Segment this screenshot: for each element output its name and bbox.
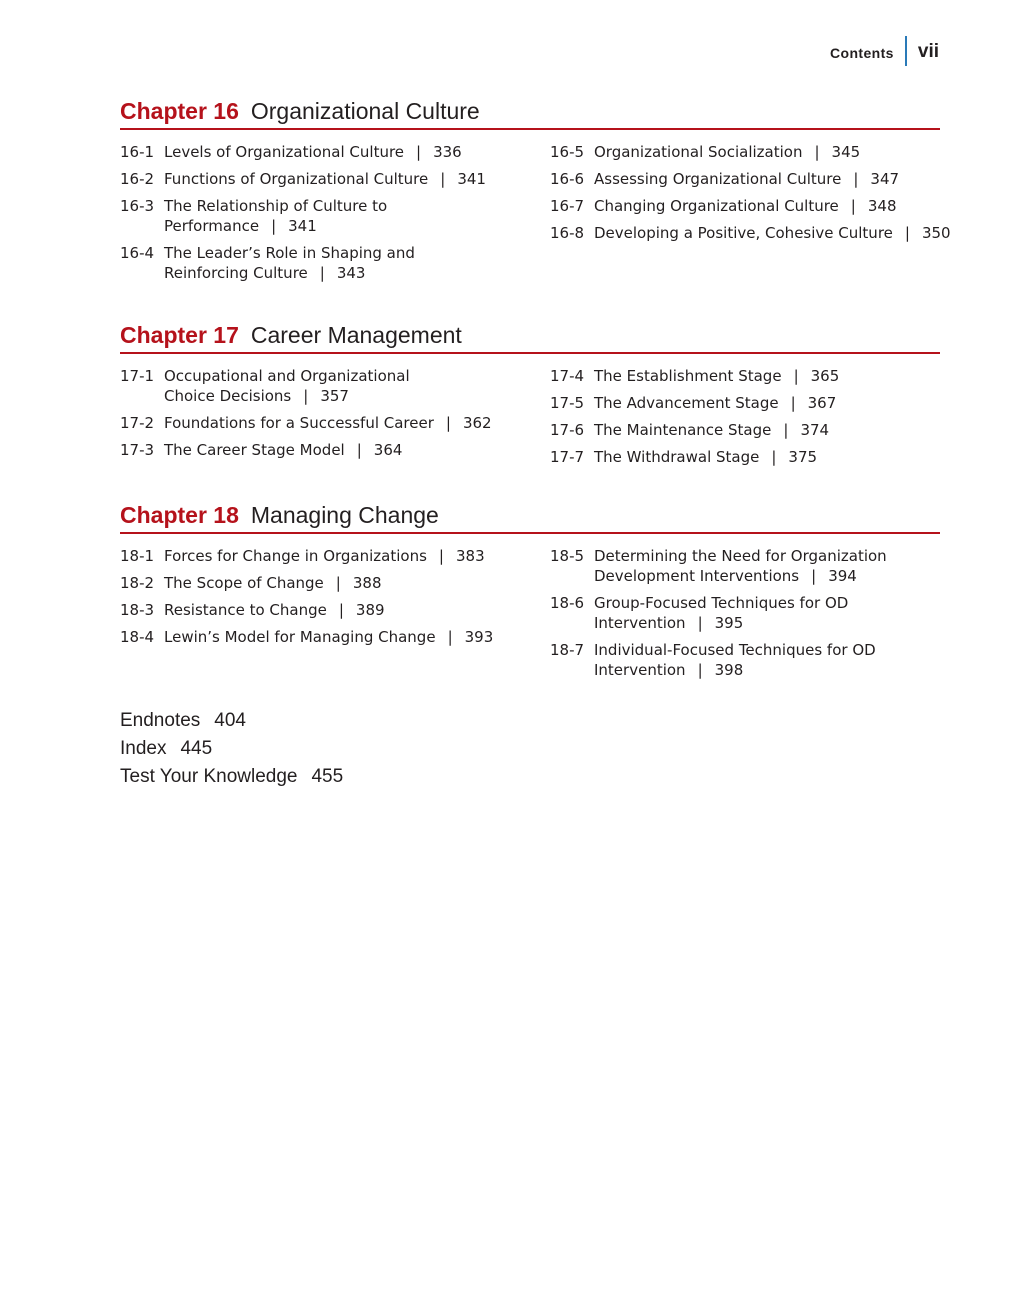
chapter-heading	[120, 318, 940, 354]
running-head	[830, 36, 939, 66]
separator: |	[697, 661, 703, 679]
separator: |	[416, 143, 422, 161]
back-matter-entry[interactable]	[120, 736, 343, 764]
toc-entry[interactable]	[120, 366, 510, 406]
chapter-title: Organizational Culture	[250, 98, 480, 124]
section-title: Changing Organizational Culture	[594, 197, 839, 215]
back-matter-page: 445	[180, 738, 213, 759]
section-number: 16-2	[120, 170, 155, 188]
separator: |	[811, 567, 817, 585]
toc-entry[interactable]	[120, 573, 510, 593]
section-number: 17-6	[550, 421, 585, 439]
section-page: 343	[336, 264, 366, 282]
section-page: 365	[810, 367, 840, 385]
section-title: Occupational and Organizational Choice Decisions	[164, 367, 410, 405]
toc-entry[interactable]	[550, 169, 950, 189]
back-matter-title: Test Your Knowledge	[120, 766, 298, 787]
section-number: 17-7	[550, 448, 585, 466]
section-number: 16-5	[550, 143, 585, 161]
back-matter	[120, 708, 343, 792]
section-number: 18-4	[120, 628, 155, 646]
separator: |	[783, 421, 789, 439]
section-title: The Scope of Change	[164, 574, 324, 592]
toc-entry[interactable]	[550, 196, 950, 216]
section-number: 17-3	[120, 441, 155, 459]
section-number: 16-3	[120, 197, 155, 215]
toc-entry[interactable]	[120, 243, 510, 283]
section-page: 336	[433, 143, 462, 161]
toc-column-right	[550, 142, 950, 250]
separator: |	[356, 441, 362, 459]
separator: |	[335, 574, 341, 592]
back-matter-entry[interactable]	[120, 764, 343, 792]
separator: |	[440, 170, 446, 188]
section-title: The Relationship of Culture to Performance	[164, 197, 388, 235]
section-title: The Advancement Stage	[594, 394, 779, 412]
separator: |	[447, 628, 453, 646]
section-number: 17-1	[120, 367, 155, 385]
section-page: 375	[788, 448, 818, 466]
section-page: 345	[831, 143, 861, 161]
section-number: 18-7	[550, 641, 585, 659]
separator: |	[790, 394, 796, 412]
section-page: 398	[714, 661, 744, 679]
section-page: 394	[828, 567, 857, 585]
toc-entry[interactable]	[550, 593, 950, 633]
back-matter-title: Index	[120, 738, 167, 759]
toc-entry[interactable]	[120, 196, 510, 236]
toc-entry[interactable]	[550, 393, 950, 413]
chapter-number: Chapter 18	[120, 502, 239, 528]
section-title: The Establishment Stage	[594, 367, 782, 385]
toc-column-left	[120, 546, 510, 654]
toc-entry[interactable]	[550, 366, 950, 386]
toc-entry[interactable]	[120, 546, 510, 566]
back-matter-page: 404	[214, 710, 246, 731]
section-page: 341	[288, 217, 317, 235]
section-title: Determining the Need for Organization Development Interventions	[594, 547, 887, 585]
separator: |	[771, 448, 777, 466]
section-title: Organizational Socialization	[594, 143, 803, 161]
section-title: Resistance to Change	[164, 601, 327, 619]
separator: |	[445, 414, 451, 432]
section-title: Assessing Organizational Culture	[594, 170, 842, 188]
section-page: 389	[355, 601, 385, 619]
section-title: Foundations for a Successful Career	[164, 414, 434, 432]
section-page: 357	[320, 387, 349, 405]
section-page: 364	[373, 441, 403, 459]
section-title: Forces for Change in Organizations	[164, 547, 427, 565]
section-page: 341	[457, 170, 486, 188]
chapter-17	[120, 318, 940, 466]
toc-entry[interactable]	[120, 440, 510, 460]
toc-column-left	[120, 142, 510, 290]
toc-column-right	[550, 546, 950, 687]
toc-entry[interactable]	[550, 142, 950, 162]
section-page: 367	[807, 394, 837, 412]
section-title: Group-Focused Techniques for OD Intervention	[594, 594, 849, 632]
section-page: 383	[455, 547, 485, 565]
separator: |	[271, 217, 277, 235]
toc-entry[interactable]	[550, 640, 950, 680]
section-page: 374	[800, 421, 830, 439]
separator: |	[697, 614, 703, 632]
section-number: 17-5	[550, 394, 585, 412]
chapter-title: Career Management	[250, 322, 462, 348]
toc-entry[interactable]	[120, 142, 510, 162]
back-matter-title: Endnotes	[120, 710, 201, 731]
separator: |	[319, 264, 325, 282]
section-number: 16-8	[550, 224, 585, 242]
section-title: Lewin’s Model for Managing Change	[164, 628, 436, 646]
page-number: vii	[917, 40, 939, 62]
chapter-heading	[120, 498, 940, 534]
section-page: 393	[464, 628, 494, 646]
toc-entry[interactable]	[120, 413, 510, 433]
toc-entry[interactable]	[550, 223, 950, 243]
section-number: 18-1	[120, 547, 155, 565]
section-title: The Career Stage Model	[164, 441, 345, 459]
chapter-number: Chapter 16	[120, 98, 239, 124]
toc-column-left	[120, 366, 510, 467]
toc-entry[interactable]	[550, 447, 950, 467]
section-title: Functions of Organizational Culture	[164, 170, 429, 188]
toc-column-right	[550, 366, 950, 474]
section-page: 362	[462, 414, 492, 432]
section-number: 18-3	[120, 601, 155, 619]
toc-entry[interactable]	[120, 600, 510, 620]
section-title: Individual-Focused Techniques for OD Intervention	[594, 641, 876, 679]
section-number: 17-4	[550, 367, 585, 385]
section-page: 348	[867, 197, 897, 215]
toc-entry[interactable]	[120, 169, 510, 189]
chapter-18	[120, 498, 940, 679]
separator: |	[814, 143, 820, 161]
toc-entry[interactable]	[550, 546, 950, 586]
section-number: 16-6	[550, 170, 585, 188]
separator: |	[850, 197, 856, 215]
section-page: 395	[714, 614, 744, 632]
chapter-heading	[120, 94, 940, 130]
section-number: 18-5	[550, 547, 585, 565]
toc-entry[interactable]	[120, 627, 510, 647]
section-title: The Leader’s Role in Shaping and Reinforcing Culture	[164, 244, 415, 282]
section-page: 388	[352, 574, 382, 592]
separator: |	[438, 547, 444, 565]
section-title: Developing a Positive, Cohesive Culture	[594, 224, 893, 242]
section-number: 18-2	[120, 574, 155, 592]
section-number: 16-4	[120, 244, 155, 262]
section-page: 350	[921, 224, 951, 242]
section-title: Levels of Organizational Culture	[164, 143, 405, 161]
toc-entry[interactable]	[550, 420, 950, 440]
separator: |	[904, 224, 910, 242]
section-number: 17-2	[120, 414, 155, 432]
section-title: The Withdrawal Stage	[594, 448, 760, 466]
section-number: 16-1	[120, 143, 155, 161]
section-number: 16-7	[550, 197, 585, 215]
section-title: The Maintenance Stage	[594, 421, 772, 439]
separator: |	[303, 387, 309, 405]
chapter-16	[120, 94, 951, 282]
running-head-section: Contents	[830, 45, 894, 61]
separator: |	[853, 170, 859, 188]
back-matter-entry[interactable]	[120, 708, 343, 736]
separator: |	[793, 367, 799, 385]
back-matter-page: 455	[311, 766, 344, 787]
section-number: 18-6	[550, 594, 585, 612]
chapter-number: Chapter 17	[120, 322, 239, 348]
separator: |	[338, 601, 344, 619]
chapter-title: Managing Change	[250, 502, 439, 528]
section-page: 347	[870, 170, 900, 188]
